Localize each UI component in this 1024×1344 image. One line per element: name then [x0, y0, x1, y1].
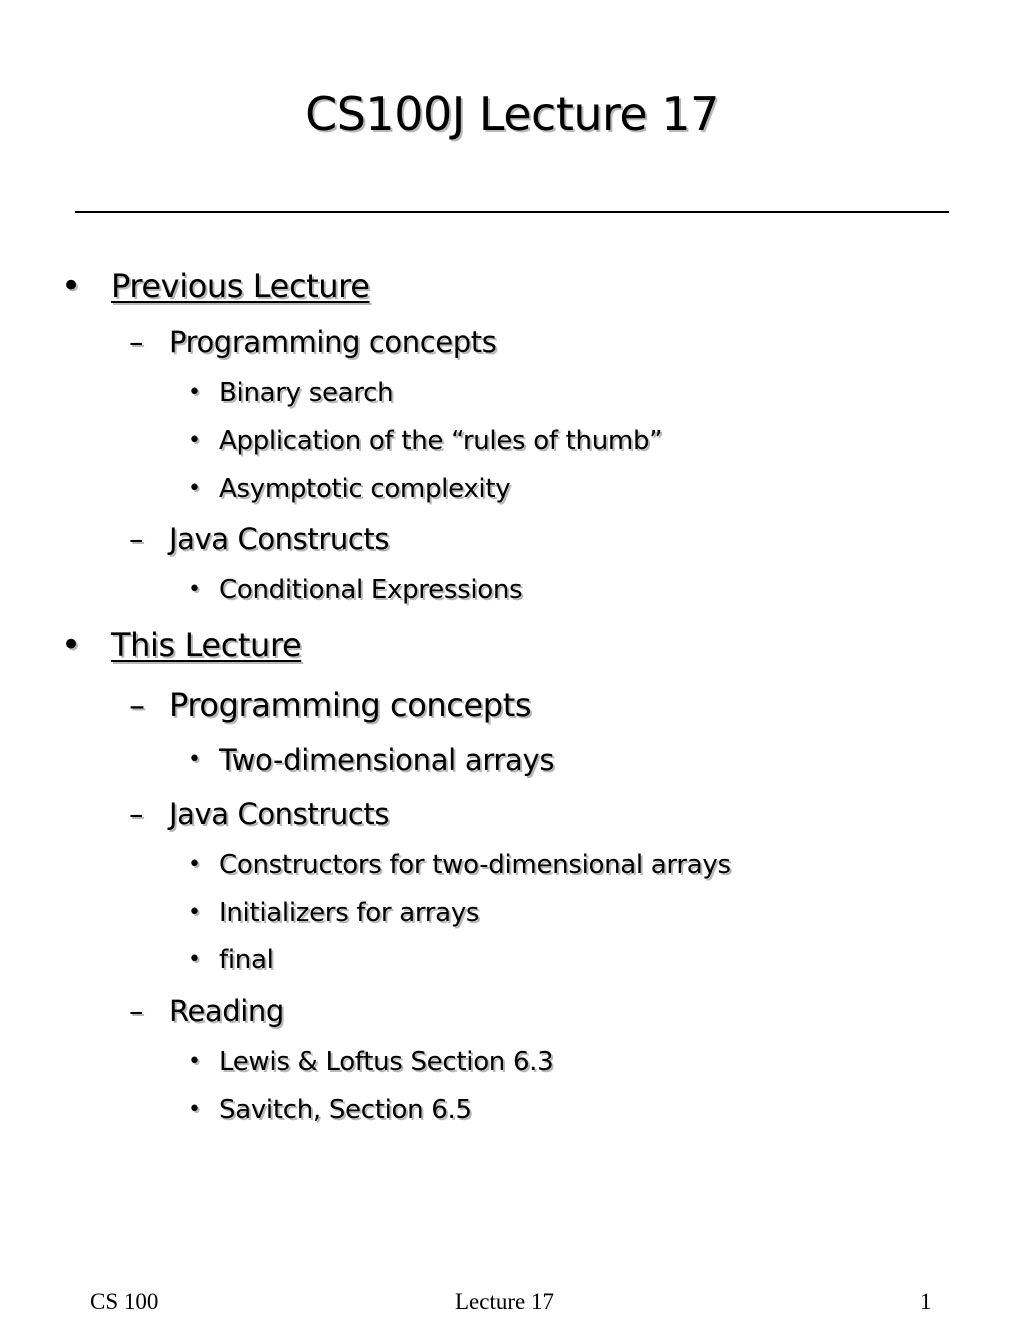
bullet-marker: •	[188, 1049, 201, 1074]
dash-marker: –	[129, 686, 145, 724]
item-label: Asymptotic complexity	[219, 474, 511, 504]
previous-java-constructs	[129, 521, 390, 557]
current-java-constructs	[129, 796, 390, 832]
item-label: Lewis & Loftus Section 6.3	[219, 1047, 554, 1077]
item-label: Programming concepts	[169, 686, 532, 724]
item-label: Binary search	[219, 378, 394, 408]
list-item	[188, 896, 480, 930]
bullet-marker: •	[61, 266, 81, 306]
previous-lecture-heading: Previous Lecture	[111, 267, 370, 305]
item-label: Two-dimensional arrays	[219, 743, 555, 777]
bullet-marker: •	[188, 900, 201, 925]
list-item	[188, 472, 511, 506]
dash-marker: –	[129, 522, 144, 556]
item-label: Conditional Expressions	[219, 575, 523, 605]
bullet-marker: •	[61, 625, 81, 665]
bullet-marker: •	[188, 577, 201, 602]
list-item	[188, 573, 523, 607]
item-label: Savitch, Section 6.5	[219, 1095, 472, 1125]
previous-programming-concepts	[129, 324, 497, 360]
footer-lecture: Lecture 17	[455, 1289, 554, 1314]
list-item	[188, 943, 274, 977]
item-label: final	[219, 945, 274, 975]
current-reading	[129, 993, 284, 1029]
bullet-marker: •	[188, 852, 201, 877]
item-label: Java Constructs	[169, 522, 390, 556]
bullet-marker: •	[188, 380, 201, 405]
list-item	[188, 848, 731, 882]
item-label: Programming concepts	[169, 325, 497, 359]
bullet-marker: •	[188, 747, 201, 772]
item-label: Application of the “rules of thumb”	[219, 426, 663, 456]
bullet-marker: •	[188, 1097, 201, 1122]
list-item	[188, 1093, 472, 1127]
bullet-marker: •	[188, 428, 201, 453]
slide-title: CS100J Lecture 17	[305, 87, 719, 141]
item-label: Java Constructs	[169, 797, 390, 831]
current-programming-concepts	[129, 685, 532, 725]
footer-page-number: 1	[920, 1289, 932, 1314]
title-divider	[75, 211, 949, 213]
this-lecture-heading: This Lecture	[111, 626, 302, 664]
list-item	[188, 742, 555, 778]
list-item	[188, 1045, 554, 1079]
list-item	[188, 376, 394, 410]
bullet-this-lecture	[61, 625, 302, 665]
bullet-previous-lecture	[61, 266, 370, 306]
bullet-marker: •	[188, 476, 201, 501]
list-item	[188, 424, 663, 458]
item-label: Reading	[169, 994, 284, 1028]
dash-marker: –	[129, 994, 144, 1028]
bullet-marker: •	[188, 947, 201, 972]
item-label: Constructors for two-dimensional arrays	[219, 850, 731, 880]
dash-marker: –	[129, 797, 144, 831]
dash-marker: –	[129, 325, 144, 359]
footer-course: CS 100	[90, 1289, 159, 1314]
item-label: Initializers for arrays	[219, 898, 480, 928]
